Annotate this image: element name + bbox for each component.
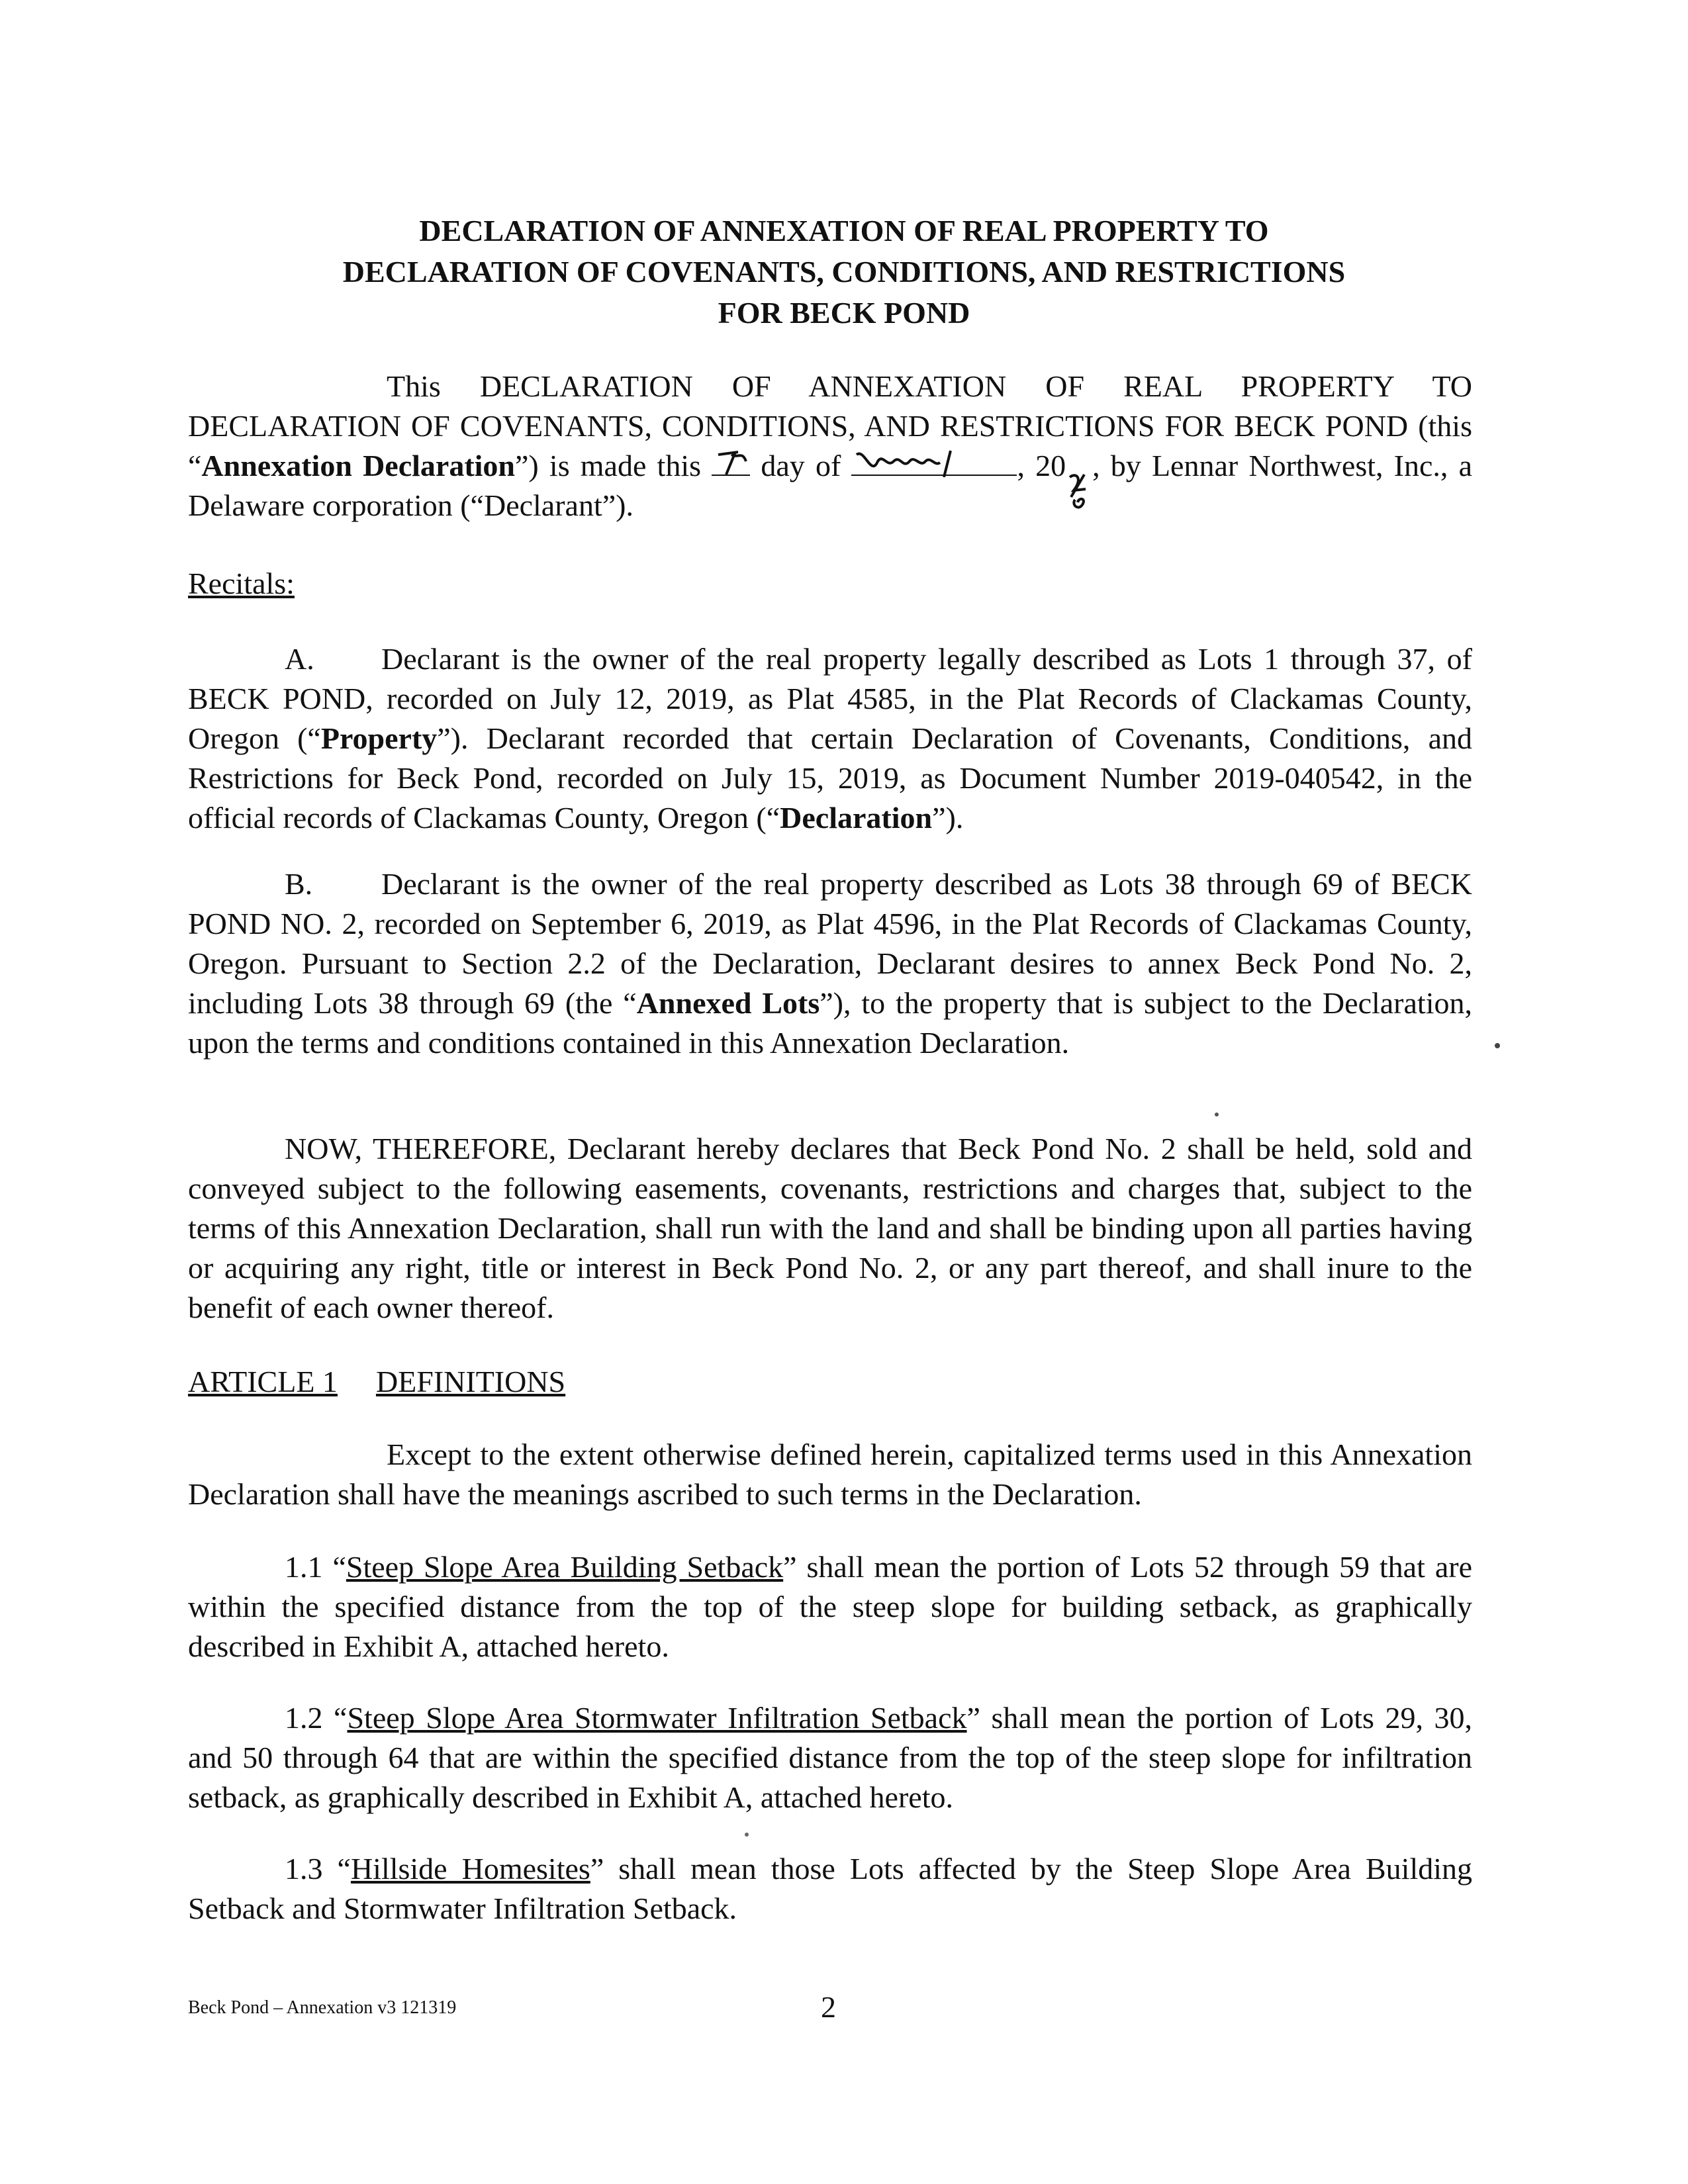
article-1-title: DEFINITIONS — [375, 1365, 566, 1398]
title-line-2: DECLARATION OF COVENANTS, CONDITIONS, AND RESTRICTIONS — [342, 255, 1346, 289]
handwritten-month-blank — [851, 448, 1017, 476]
defined-term-property: Property — [320, 721, 438, 755]
footer-document-id: Beck Pond – Annexation v3 121319 — [188, 1997, 457, 2018]
recital-b: B. Declarant is the owner of the real property described as Lots 38 through 69 of BECK POND NO. 2, recorded on September 6, 2019, as Plat 4596, in the Plat Records of Clackamas County, Oregon. Pursuant to Section 2.2 of the Declaration, Declarant desires to annex Beck Pond No. 2, including Lots 38 through 69 (the “Annexed Lots”), to the property that is subject to the Declaration, upon the terms and conditions contained in this Annexation Declaration. — [188, 864, 1472, 1063]
term-steep-slope-building-setback: Steep Slope Area Building Setback — [346, 1550, 784, 1584]
recital-a: A. Declarant is the owner of the real property legally described as Lots 1 through 37, of BECK POND, recorded on July 12, 2019, as Plat 4585, in the Plat Records of Clackamas County, Oregon (“Property”). Declarant recorded that certain Declaration of Covenants, Conditions, and Restrictions for Beck Pond, recorded on July 15, 2019, as Document Number 2019-040542, in the official records of Clackamas County, Oregon (“Declaration”). — [188, 639, 1472, 838]
document-title — [132, 210, 1556, 334]
defined-term-annexation-declaration: Annexation Declaration — [201, 449, 516, 482]
article-1-number: ARTICLE 1 — [188, 1365, 338, 1398]
defined-term-annexed-lots: Annexed Lots — [636, 986, 820, 1020]
term-hillside-homesites: Hillside Homesites — [350, 1852, 590, 1886]
recital-b-label: B. — [285, 867, 313, 901]
intro-paragraph: This DECLARATION OF ANNEXATION OF REAL PROPERTY TO DECLARATION OF COVENANTS, CONDITIONS, AND RESTRICTIONS FOR BECK POND (this “Annexation Declaration”) is made this day of , 20 , by Lennar Northwest, Inc., a Delaware corporation (“Declarant”). — [188, 369, 1472, 522]
title-line-3: FOR BECK POND — [718, 296, 970, 330]
handwritten-year-mark — [1066, 471, 1092, 517]
definitions-intro: Except to the extent otherwise defined herein, capitalized terms used in this Annexation Declaration shall have the meanings ascribed to such terms in the Declaration. — [188, 1437, 1472, 1511]
definition-1-1: 1.1 “Steep Slope Area Building Setback” shall mean the portion of Lots 52 through 59 that are within the specified distance from the top of the steep slope for building setback, as graphically described in Exhibit A, attached hereto. — [188, 1550, 1472, 1663]
definition-1-3: 1.3 “Hillside Homesites” shall mean those Lots affected by the Steep Slope Area Building Setback and Stormwater Infiltration Setback. — [188, 1852, 1473, 1925]
title-line-1: DECLARATION OF ANNEXATION OF REAL PROPERTY TO — [419, 214, 1269, 248]
handwritten-month-mark — [851, 448, 1017, 477]
page-number: 2 — [821, 1990, 836, 2024]
handwritten-day-mark — [712, 448, 750, 477]
term-steep-slope-stormwater-setback: Steep Slope Area Stormwater Infiltration Setback — [347, 1701, 967, 1735]
handwritten-day-blank — [712, 448, 750, 476]
defined-term-declaration: Declaration — [780, 801, 933, 835]
now-therefore-paragraph: NOW, THEREFORE, Declarant hereby declares that Beck Pond No. 2 shall be held, sold and conveyed subject to the following easements, covenants, restrictions and charges that, subject to the terms of this Annexation Declaration, shall run with the land and shall be binding upon all parties having or acquiring any right, title or interest in Beck Pond No. 2, or any part thereof, and shall inure to the benefit of each owner thereof. — [188, 1132, 1472, 1324]
recitals-heading: Recitals: — [188, 567, 295, 600]
definition-1-2: 1.2 “Steep Slope Area Stormwater Infiltration Setback” shall mean the portion of Lots 29, 30, and 50 through 64 that are within the specified distance from the top of the steep slope for infiltration setback, as graphically described in Exhibit A, attached hereto. — [188, 1701, 1472, 1814]
article-1-heading — [188, 1362, 565, 1402]
recital-a-label: A. — [285, 642, 314, 676]
